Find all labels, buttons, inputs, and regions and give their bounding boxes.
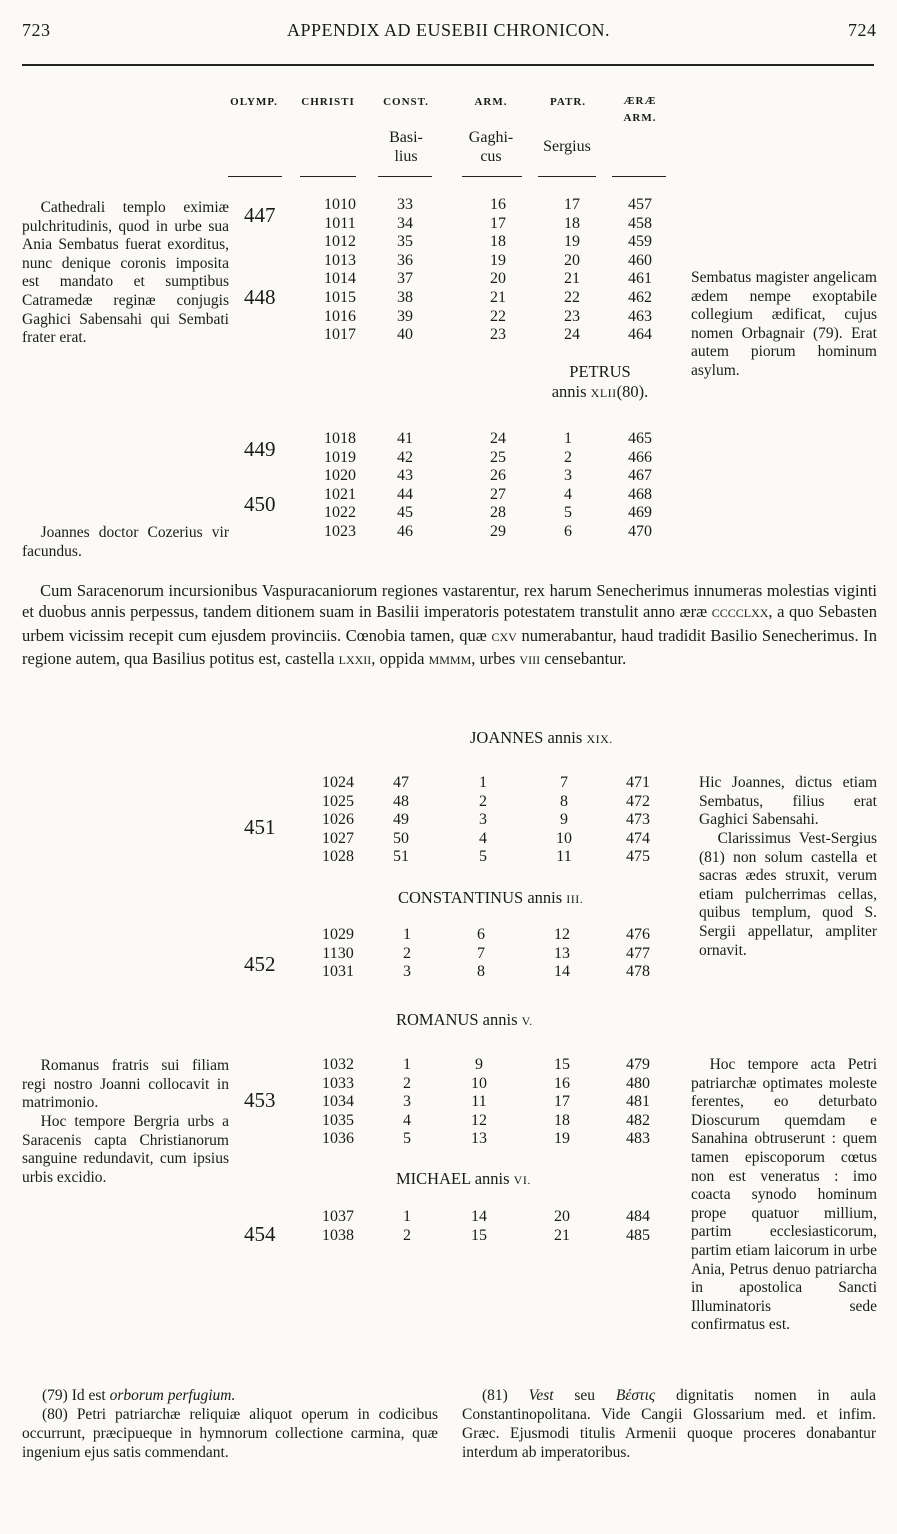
arm-cell: 11 <box>471 1093 487 1111</box>
patr-cell: 21 <box>554 1226 570 1244</box>
const-cell: 40 <box>397 326 413 344</box>
const-cell: 3 <box>403 963 411 981</box>
arm-cell: 1 <box>479 774 487 791</box>
arm-column <box>470 430 526 542</box>
paragraph-text: numerabantur, haud tradidit Basilio Senecherimus. In regione autem, qua Basilius potitus est, castella <box>22 625 878 669</box>
arm-cell: 7 <box>477 944 485 962</box>
christi-cell: 1027 <box>322 829 354 847</box>
patr-cell: 17 <box>554 1093 570 1111</box>
aerae-column <box>612 1056 664 1149</box>
const-cell: 41 <box>397 430 413 447</box>
patr-cell: 5 <box>564 504 572 522</box>
patr-column <box>540 430 596 542</box>
olympiad-number: 448 <box>244 285 276 309</box>
aerae-cell: 481 <box>626 1093 650 1111</box>
col-header-aerae: ÆRÆ <box>623 95 657 107</box>
col-sub-patr: Sergius <box>543 138 591 155</box>
ruler-name: PETRUS <box>569 362 631 381</box>
const-cell: 3 <box>403 1093 411 1111</box>
aerae-cell: 464 <box>628 326 652 344</box>
const-cell: 48 <box>393 792 409 810</box>
christi-cell: 1029 <box>322 926 354 943</box>
ruler-years-number: XLII <box>590 386 617 400</box>
col-header-arm: ARM. <box>474 96 508 108</box>
paragraph-text: Cum Saracenorum incursionibus Vaspuracaniorum regiones vastarentur, rex harum Senecherimus innumeras molestias viginti et duobus annis perpessus, tandem ditionem suam in Basilii imperatoris potestatem transtulit anno æræ <box>22 581 877 622</box>
roman-numeral: MMMM <box>428 653 472 668</box>
const-cell: 50 <box>393 829 409 847</box>
col-rule <box>300 176 356 177</box>
const-cell: 2 <box>403 1226 411 1244</box>
aerae-cell: 460 <box>628 251 652 269</box>
ruler-heading-romanus <box>396 1010 533 1030</box>
arm-cell: 22 <box>490 307 506 325</box>
christi-cell: 1035 <box>322 1111 354 1129</box>
page-number-left: 723 <box>22 20 51 40</box>
const-cell: 4 <box>403 1111 411 1129</box>
christi-cell: 1036 <box>322 1130 354 1148</box>
const-column <box>380 1208 434 1245</box>
patr-cell: 24 <box>564 326 580 344</box>
aerae-cell: 475 <box>626 848 650 866</box>
aerae-cell: 479 <box>626 1056 650 1073</box>
margin-note-left: Cathedrali templo eximiæ pulchritudinis, quod in urbe sua Ania Sembatus fuerat exorditus, nunc denique coronis imposita est mandato et sumptibus Catramedæ reginæ conjugis Gaghici Sabensahi qui Sembati frater erat. <box>22 199 229 347</box>
patr-cell: 17 <box>564 196 580 213</box>
col-header-olymp: OLYMP. <box>230 96 278 108</box>
patr-cell: 2 <box>564 448 572 466</box>
christi-cell: 1130 <box>322 944 354 962</box>
col-header-patr: PATR. <box>549 96 587 108</box>
margin-note-right: Sembatus magister angelicam ædem nempe exoptabile collegium ædificat, cujus nomen Orbagnair (79). Erat autem piorum hominum asylum. <box>691 269 877 379</box>
christi-cell: 1015 <box>324 288 356 306</box>
footnote-number: (79) <box>42 1387 68 1404</box>
christi-cell: 1031 <box>322 963 354 981</box>
aerae-cell: 467 <box>628 467 652 485</box>
christi-column <box>310 1208 366 1245</box>
ruler-years-label: annis <box>527 888 563 907</box>
aerae-cell: 483 <box>626 1130 650 1148</box>
christi-cell: 1032 <box>322 1056 354 1073</box>
christi-cell: 1033 <box>322 1074 354 1092</box>
aerae-cell: 469 <box>628 504 652 522</box>
christi-column <box>312 430 368 542</box>
footnote-italic: orborum perfugium. <box>109 1387 236 1404</box>
ruler-years-number: XIX. <box>586 732 613 746</box>
const-cell: 46 <box>397 522 413 540</box>
arm-column <box>470 196 526 345</box>
patr-cell: 3 <box>564 467 572 485</box>
const-cell: 34 <box>397 214 413 232</box>
aerae-cell: 461 <box>628 270 652 288</box>
christi-cell: 1037 <box>322 1208 354 1225</box>
patr-cell: 13 <box>554 944 570 962</box>
olympiad-number: 447 <box>244 203 276 227</box>
aerae-column <box>612 1208 664 1245</box>
aerae-cell: 470 <box>628 522 652 540</box>
ruler-years-number: VI. <box>513 1173 531 1187</box>
aerae-cell: 482 <box>626 1111 650 1129</box>
patr-cell: 6 <box>564 522 572 540</box>
olympiad-number: 449 <box>244 437 276 461</box>
aerae-cell: 465 <box>628 430 652 447</box>
christi-cell: 1025 <box>322 792 354 810</box>
patr-cell: 7 <box>560 774 568 791</box>
footnote-79 <box>42 1386 438 1405</box>
aerae-cell: 457 <box>628 196 652 213</box>
const-cell: 49 <box>393 811 409 829</box>
patr-cell: 20 <box>564 251 580 269</box>
footnote-greek: Βέστις <box>615 1387 656 1404</box>
christi-cell: 1018 <box>324 430 356 447</box>
ruler-years-label: annis <box>474 1169 510 1188</box>
arm-cell: 13 <box>471 1130 487 1148</box>
page-number-right: 724 <box>848 20 877 40</box>
patr-column <box>534 1056 590 1149</box>
footnote-number: (81) <box>482 1387 508 1404</box>
arm-cell: 3 <box>479 811 487 829</box>
arm-cell: 15 <box>471 1226 487 1244</box>
footnote-italic: Vest <box>528 1387 554 1404</box>
col-sub-arm: Gaghi- cus <box>468 129 514 165</box>
patr-cell: 18 <box>564 214 580 232</box>
const-cell: 51 <box>393 848 409 866</box>
col-rule <box>538 176 596 177</box>
arm-cell: 25 <box>490 448 506 466</box>
patr-cell: 9 <box>560 811 568 829</box>
col-rule <box>462 176 522 177</box>
col-rule <box>228 176 282 177</box>
christi-cell: 1026 <box>322 811 354 829</box>
const-cell: 47 <box>393 774 409 791</box>
arm-cell: 19 <box>490 251 506 269</box>
aerae-cell: 474 <box>626 829 650 847</box>
arm-cell: 27 <box>490 485 506 503</box>
arm-cell: 29 <box>490 522 506 540</box>
margin-note-right: Clarissimus Vest-Sergius (81) non solum castella et sacras ædes struxit, verum etiam pulcherrimas cellas, quibus templum, quod S. Sergii appellatur, ampliter ornavit. <box>699 830 877 959</box>
aerae-column <box>612 774 664 867</box>
const-cell: 39 <box>397 307 413 325</box>
christi-cell: 1019 <box>324 448 356 466</box>
const-column <box>378 196 432 345</box>
const-cell: 38 <box>397 288 413 306</box>
roman-numeral: CCCCLXX <box>711 606 769 621</box>
paragraph-text: , a quo Sebasten urbem vicissim recepit cum ejusdem provinciis. Cœnobia tamen, quæ <box>22 602 878 645</box>
const-cell: 43 <box>397 467 413 485</box>
patr-column <box>536 774 592 867</box>
ruler-years-label: annis <box>547 728 583 747</box>
christi-column <box>310 1056 366 1149</box>
patr-column <box>544 196 600 345</box>
margin-note-left: Romanus fratris sui filiam regi nostro Joanni collocavit in matrimonio. <box>22 1057 229 1112</box>
christi-cell: 1017 <box>324 326 356 344</box>
aerae-cell: 468 <box>628 485 652 503</box>
ruler-heading-michael <box>396 1169 531 1189</box>
aerae-column <box>614 430 666 542</box>
patr-column <box>534 926 590 982</box>
const-cell: 1 <box>403 1208 411 1225</box>
roman-numeral: VIII <box>519 653 541 668</box>
footnote-ref: (80). <box>616 382 649 401</box>
aerae-cell: 477 <box>626 944 650 962</box>
arm-cell: 4 <box>479 829 487 847</box>
patr-cell: 19 <box>554 1130 570 1148</box>
aerae-cell: 462 <box>628 288 652 306</box>
christi-column <box>310 926 366 982</box>
christi-cell: 1038 <box>322 1226 354 1244</box>
col-header-aerae-arm: ARM. <box>623 112 657 124</box>
ruler-years-number: III. <box>566 892 584 906</box>
const-cell: 2 <box>403 944 411 962</box>
christi-cell: 1010 <box>324 196 356 213</box>
patr-cell: 1 <box>564 430 572 447</box>
christi-cell: 1014 <box>324 270 356 288</box>
arm-cell: 5 <box>479 848 487 866</box>
arm-cell: 21 <box>490 288 506 306</box>
patr-cell: 15 <box>554 1056 570 1073</box>
footnote-80 <box>22 1405 438 1462</box>
christi-cell: 1028 <box>322 848 354 866</box>
patr-cell: 11 <box>556 848 572 866</box>
ruler-name: ROMANUS <box>396 1010 479 1029</box>
const-cell: 35 <box>397 233 413 251</box>
margin-note-left: Joannes doctor Cozerius vir facundus. <box>22 524 229 560</box>
patr-cell: 16 <box>554 1074 570 1092</box>
roman-numeral: CXV <box>491 629 517 644</box>
patr-cell: 20 <box>554 1208 570 1225</box>
const-cell: 42 <box>397 448 413 466</box>
ruler-years-label: annis <box>551 382 587 401</box>
christi-cell: 1022 <box>324 504 356 522</box>
patr-cell: 8 <box>560 792 568 810</box>
ruler-years-label: annis <box>482 1010 518 1029</box>
christi-cell: 1024 <box>322 774 354 791</box>
const-cell: 5 <box>403 1130 411 1148</box>
const-cell: 45 <box>397 504 413 522</box>
ruler-name: JOANNES <box>470 728 544 747</box>
christi-cell: 1020 <box>324 467 356 485</box>
footnote-text: Id est <box>71 1387 106 1404</box>
arm-cell: 16 <box>490 196 506 213</box>
olympiad-number: 453 <box>244 1088 276 1112</box>
const-cell: 44 <box>397 485 413 503</box>
paragraph-text: , oppida <box>371 649 425 669</box>
ruler-years-number: V. <box>521 1014 533 1028</box>
christi-cell: 1021 <box>324 485 356 503</box>
aerae-column <box>614 196 666 345</box>
patr-cell: 19 <box>564 233 580 251</box>
footnote-text: Petri patriarchæ reliquiæ aliquot operum in codicibus occurrunt, præcipueque in hymnorum collectione carmina, quæ ingenium ejus satis commendant. <box>22 1406 439 1461</box>
const-column <box>378 430 432 542</box>
ruler-name: CONSTANTINUS <box>398 888 524 907</box>
aerae-cell: 472 <box>626 792 650 810</box>
col-rule <box>378 176 432 177</box>
patr-cell: 12 <box>554 926 570 943</box>
margin-note-right: Hoc tempore acta Petri patriarchæ optimates moleste ferentes, eo deturbato Dioscurum quemdam e Sanahina obtruserunt : quem tamen episcoporum cœtus non est veneratus : imo coacta synodo hominum prope quatuor millium, partim ecclesiasticorum, partim etiam laicorum in urbe Ania, Petrus denuo patriarcha in apostolica Sancti Illuminatoris sede confirmatus est. <box>691 1056 877 1334</box>
aerae-cell: 463 <box>628 307 652 325</box>
aerae-cell: 471 <box>626 774 650 791</box>
arm-cell: 28 <box>490 504 506 522</box>
arm-cell: 18 <box>490 233 506 251</box>
running-title: APPENDIX AD EUSEBII CHRONICON. <box>286 20 610 40</box>
const-cell: 37 <box>397 270 413 288</box>
arm-cell: 23 <box>490 326 506 344</box>
footnote-81 <box>462 1386 876 1462</box>
col-header-christi: CHRISTI <box>301 96 355 108</box>
col-sub-const: Basi- lius <box>389 129 423 165</box>
christi-cell: 1011 <box>324 214 356 232</box>
christi-column <box>312 196 368 345</box>
aerae-cell: 476 <box>626 926 650 943</box>
arm-cell: 10 <box>471 1074 487 1092</box>
arm-cell: 14 <box>471 1208 487 1225</box>
const-column <box>374 774 428 867</box>
const-column <box>380 926 434 982</box>
arm-column <box>452 1208 506 1245</box>
olympiad-number: 454 <box>244 1222 276 1246</box>
const-column <box>380 1056 434 1149</box>
aerae-cell: 484 <box>626 1208 650 1225</box>
arm-cell: 8 <box>477 963 485 981</box>
arm-cell: 6 <box>477 926 485 943</box>
patr-cell: 18 <box>554 1111 570 1129</box>
patr-cell: 22 <box>564 288 580 306</box>
patr-cell: 10 <box>556 829 572 847</box>
header-rule <box>22 64 874 66</box>
aerae-cell: 480 <box>626 1074 650 1092</box>
christi-cell: 1034 <box>322 1093 354 1111</box>
footnote-number: (80) <box>42 1406 68 1423</box>
aerae-column <box>612 926 664 982</box>
arm-column <box>456 774 510 867</box>
paragraph-text: censebantur. <box>544 649 627 669</box>
footnote-text: dignitatis nomen in aula Constantinopolitana. Vide Cangii Glossarium med. et infim. Græc. Ejusmodi titulis Armenii quoque proceres donabantur interdum ab imperatoribus. <box>462 1387 877 1461</box>
const-cell: 1 <box>403 1056 411 1073</box>
christi-column <box>310 774 366 867</box>
patr-column <box>534 1208 590 1245</box>
patr-cell: 21 <box>564 270 580 288</box>
patr-cell: 4 <box>564 485 572 503</box>
col-header-const: CONST. <box>383 96 429 108</box>
margin-note-left: Hoc tempore Bergria urbs a Saracenis capta Christianorum sanguine redundavit, cum ipsius urbis excidio. <box>22 1113 229 1186</box>
const-cell: 33 <box>397 196 413 213</box>
aerae-cell: 485 <box>626 1226 650 1244</box>
aerae-cell: 478 <box>626 963 650 981</box>
aerae-cell: 458 <box>628 214 652 232</box>
ruler-heading-joannes <box>470 728 613 748</box>
christi-cell: 1016 <box>324 307 356 325</box>
patr-cell: 14 <box>554 963 570 981</box>
aerae-cell: 473 <box>626 811 650 829</box>
const-cell: 36 <box>397 251 413 269</box>
roman-numeral: LXXII <box>338 653 372 668</box>
ruler-heading-petrus <box>540 362 660 403</box>
col-rule <box>612 176 666 177</box>
const-cell: 2 <box>403 1074 411 1092</box>
arm-column <box>452 1056 506 1149</box>
ruler-name: MICHAEL <box>396 1169 471 1188</box>
arm-cell: 20 <box>490 270 506 288</box>
aerae-cell: 466 <box>628 448 652 466</box>
aerae-cell: 459 <box>628 233 652 251</box>
olympiad-number: 452 <box>244 952 276 976</box>
arm-cell: 26 <box>490 467 506 485</box>
ruler-heading-constantinus <box>398 888 583 908</box>
paragraph-text: , urbes <box>471 649 516 669</box>
arm-cell: 9 <box>475 1056 483 1073</box>
olympiad-number: 450 <box>244 492 276 516</box>
narrative-paragraph <box>22 580 877 672</box>
footnote-text: seu <box>574 1387 596 1404</box>
arm-cell: 17 <box>490 214 506 232</box>
arm-cell: 2 <box>479 792 487 810</box>
arm-cell: 24 <box>490 430 506 447</box>
christi-cell: 1023 <box>324 522 356 540</box>
christi-cell: 1013 <box>324 251 356 269</box>
arm-column <box>454 926 508 982</box>
const-cell: 1 <box>403 926 411 943</box>
patr-cell: 23 <box>564 307 580 325</box>
christi-cell: 1012 <box>324 233 356 251</box>
arm-cell: 12 <box>471 1111 487 1129</box>
olympiad-number: 451 <box>244 815 276 839</box>
margin-note-right: Hic Joannes, dictus etiam Sembatus, filius erat Gaghici Sabensahi. <box>699 774 877 829</box>
